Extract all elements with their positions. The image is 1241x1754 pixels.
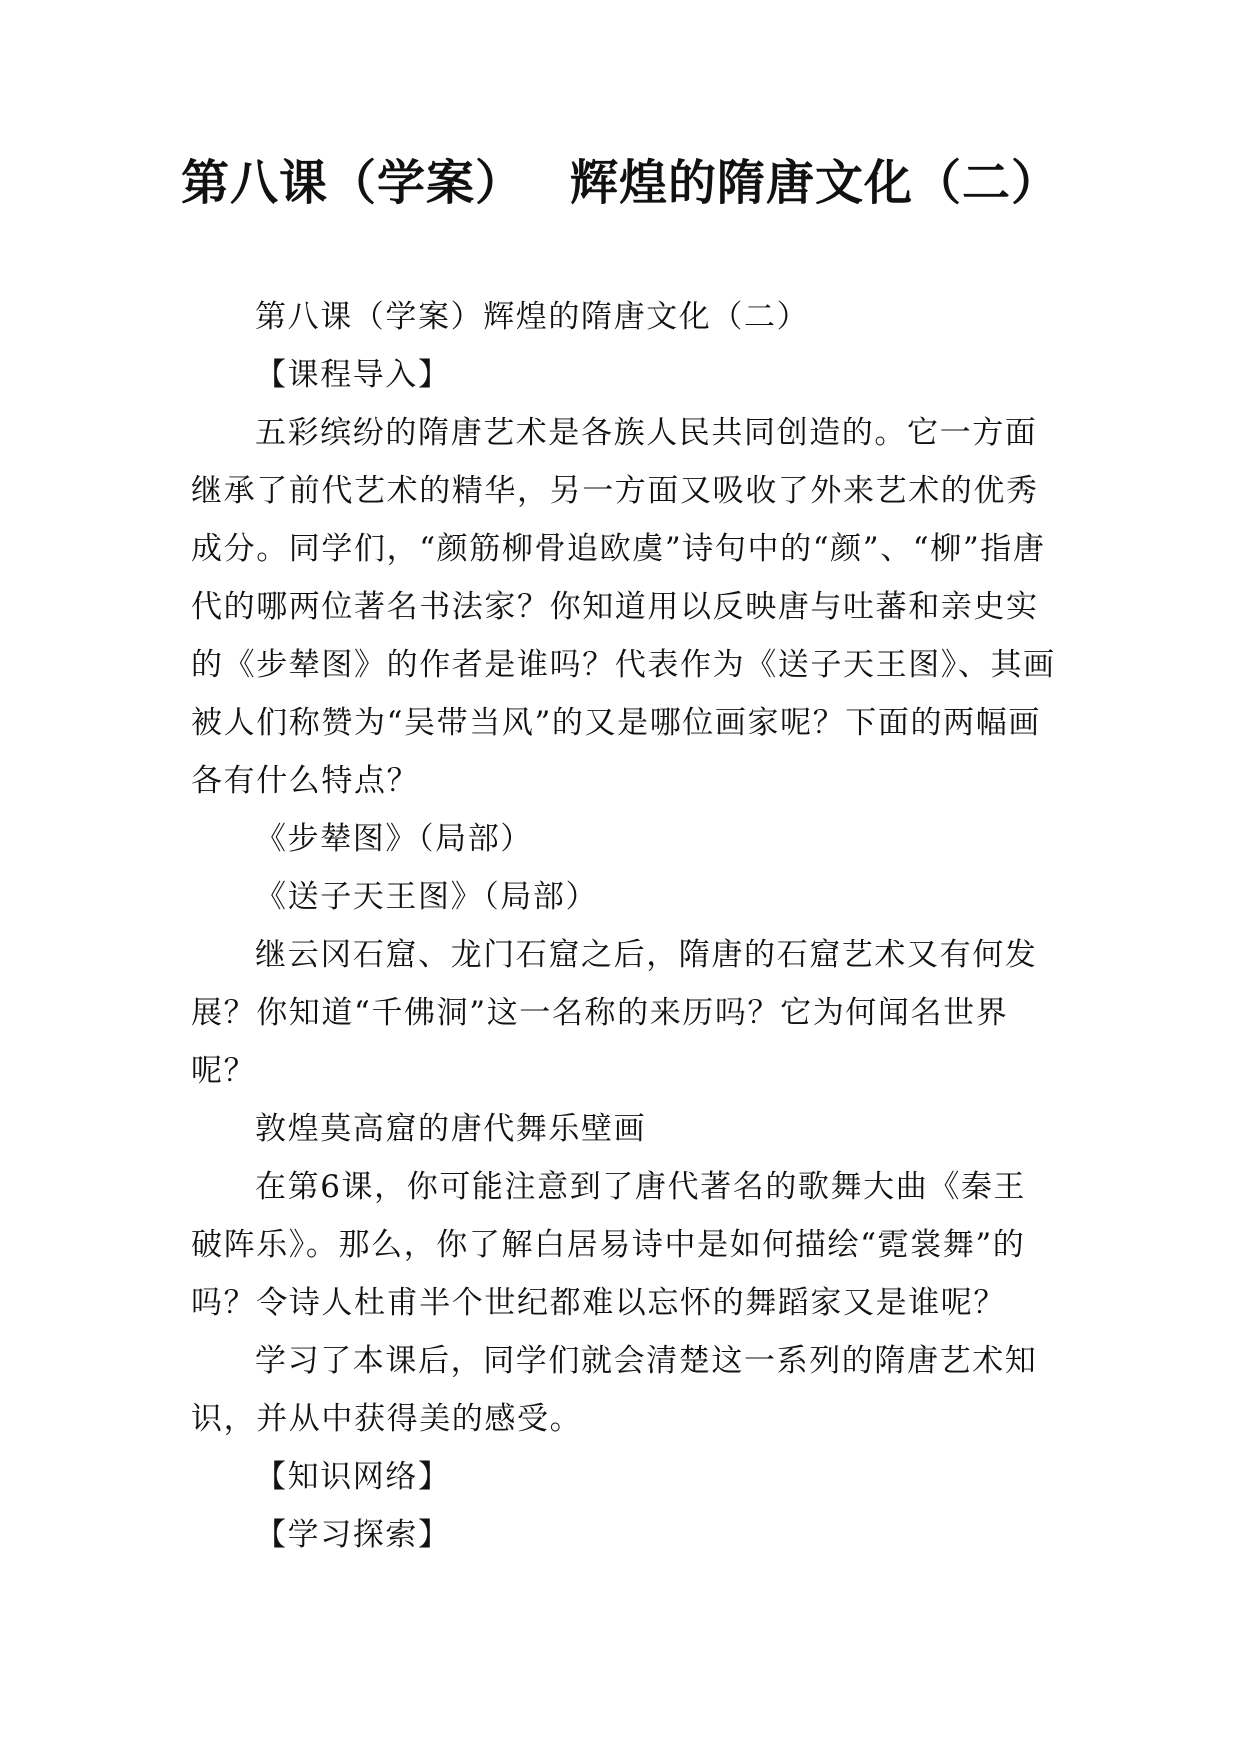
intro-paragraph-3: 在第6课，你可能注意到了唐代著名的歌舞大曲《秦王破阵乐》。那么，你了解白居易诗中是如何描绘“霓裳舞”的吗？令诗人杜甫半个世纪都难以忘怀的舞蹈家又是谁呢？	[191, 1169, 1027, 1321]
image-caption-dunhuang: 敦煌莫高窟的唐代舞乐壁画	[255, 1111, 647, 1147]
title-lesson: 第八课（学案）	[180, 155, 524, 211]
document-body	[191, 288, 1057, 1564]
intro-paragraph-1: 五彩缤纷的隋唐艺术是各族人民共同创造的。它一方面继承了前代艺术的精华，另一方面又吸收了外来艺术的优秀成分。同学们，“颜筋柳骨追欧虞”诗句中的“颜”、“柳”指唐代的哪两位著名书法家？你知道用以反映唐与吐蕃和亲史实的《步辇图》的作者是谁吗？代表作为《送子天王图》、其画被人们称赞为“吴带当风”的又是哪位画家呢？下面的两幅画各有什么特点？	[191, 415, 1056, 799]
image-caption-bunian: 《步辇图》（局部）	[255, 821, 533, 857]
title-topic: 辉煌的隋唐文化（二）	[570, 155, 1061, 211]
subtitle-line: 第八课（学案）辉煌的隋唐文化（二）	[255, 299, 810, 335]
image-caption-songzi: 《送子天王图》（局部）	[255, 879, 599, 915]
section-heading-network: 【知识网络】	[255, 1459, 451, 1495]
document-title	[0, 148, 1241, 218]
section-heading-intro: 【课程导入】	[255, 357, 451, 393]
section-heading-explore: 【学习探索】	[255, 1517, 451, 1553]
intro-paragraph-4: 学习了本课后，同学们就会清楚这一系列的隋唐艺术知识，并从中获得美的感受。	[191, 1343, 1038, 1437]
intro-paragraph-2: 继云冈石窟、龙门石窟之后，隋唐的石窟艺术又有何发展？你知道“千佛洞”这一名称的来历吗？它为何闻名世界呢？	[191, 937, 1038, 1089]
